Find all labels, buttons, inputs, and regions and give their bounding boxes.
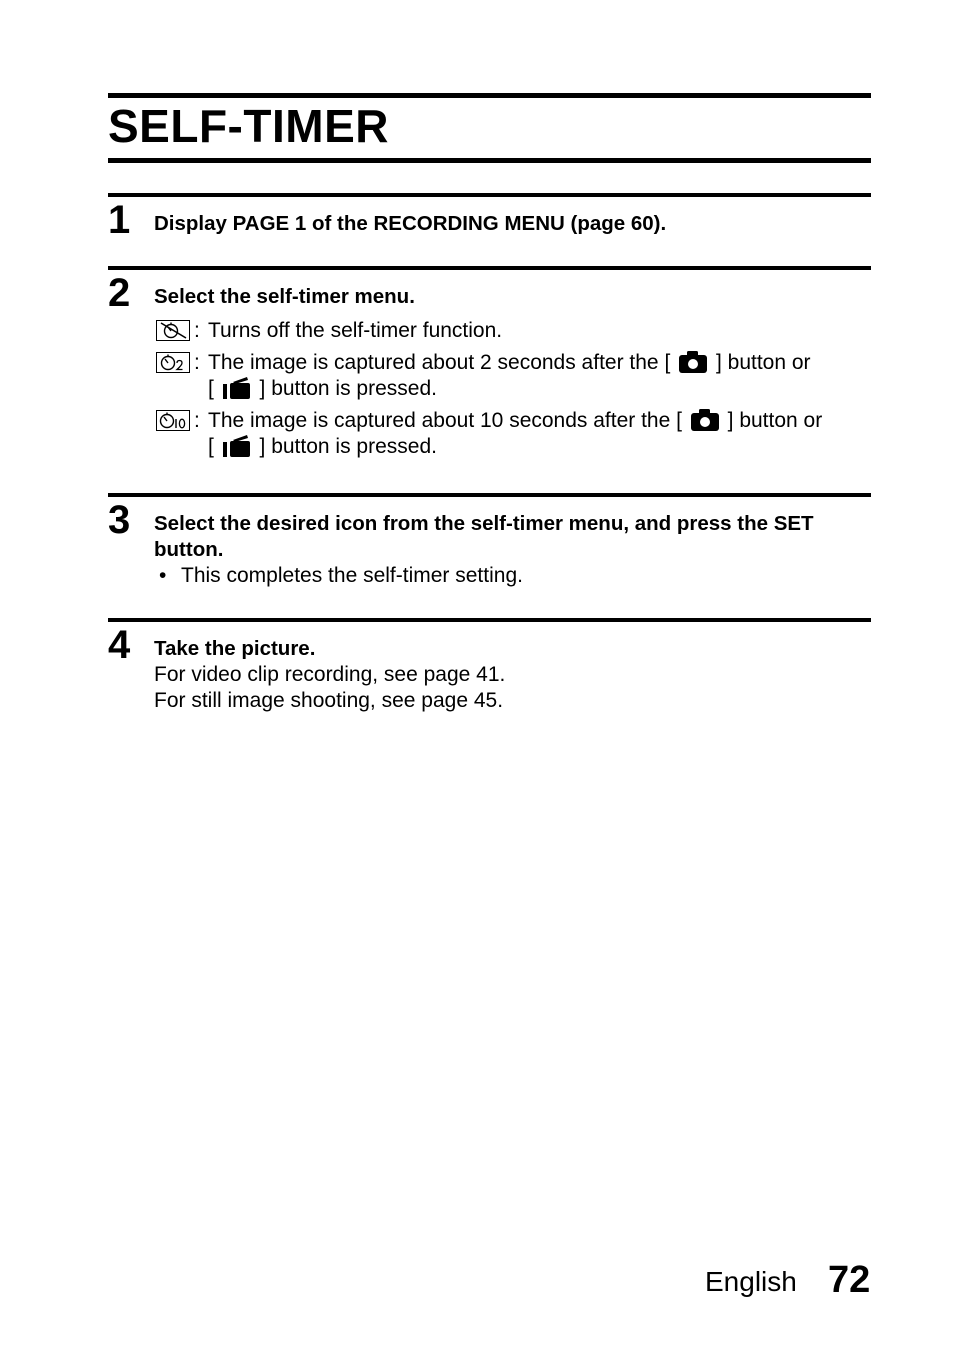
option-colon: : — [194, 319, 200, 342]
option-text: The image is captured about 2 seconds after the [ — [208, 351, 671, 374]
step-heading: Select the desired icon from the self-timer menu, and press the SET button. — [154, 512, 814, 561]
title-bottom-rule — [108, 158, 871, 163]
option-colon: : — [194, 409, 200, 432]
step-rule — [108, 266, 871, 270]
step-4 — [108, 618, 871, 712]
bullet-mark: • — [159, 564, 167, 587]
reference-line: For still image shooting, see page 45. — [154, 689, 504, 712]
step-rule — [108, 618, 871, 622]
step-heading: Take the picture. — [154, 637, 316, 660]
option-text: [ — [208, 435, 214, 458]
option-text: The image is captured about 10 seconds after the [ — [208, 409, 682, 432]
option-colon: : — [194, 351, 200, 374]
option-self-timer-10s — [154, 408, 871, 460]
step-2 — [108, 266, 871, 458]
step-3 — [108, 493, 871, 587]
camera-icon — [691, 409, 719, 431]
option-text: Turns off the self-timer function. — [208, 319, 503, 342]
option-text: ] button is pressed. — [259, 435, 437, 458]
option-text: ] button or — [727, 409, 823, 432]
step-heading: Display PAGE 1 of the RECORDING MENU (page 60). — [154, 212, 667, 235]
option-text: ] button is pressed. — [259, 377, 437, 400]
step-rule — [108, 193, 871, 197]
option-text: ] button or — [715, 351, 811, 374]
self-timer-10s-icon — [156, 410, 190, 431]
step-heading: Select the self-timer menu. — [154, 285, 415, 308]
list-item — [154, 563, 871, 589]
reference-line: For video clip recording, see page 41. — [154, 663, 506, 686]
video-camera-icon — [223, 377, 251, 399]
page-title: SELF-TIMER — [108, 100, 389, 152]
footer-language: English — [705, 1266, 797, 1297]
page-number: 72 — [828, 1259, 871, 1301]
step-number: 1 — [108, 198, 131, 242]
self-timer-2s-icon — [156, 352, 190, 373]
step-rule — [108, 493, 871, 497]
step-number: 4 — [108, 623, 131, 667]
title-top-rule — [108, 93, 871, 98]
self-timer-off-icon — [156, 320, 190, 341]
step-number: 3 — [108, 498, 131, 542]
option-text: [ — [208, 377, 214, 400]
step-number: 2 — [108, 271, 131, 315]
camera-icon — [679, 351, 707, 373]
option-self-timer-off — [154, 318, 871, 344]
step-1 — [108, 193, 871, 242]
bullet-text: This completes the self-timer setting. — [181, 564, 523, 587]
video-camera-icon — [223, 435, 251, 457]
option-self-timer-2s — [154, 350, 871, 402]
